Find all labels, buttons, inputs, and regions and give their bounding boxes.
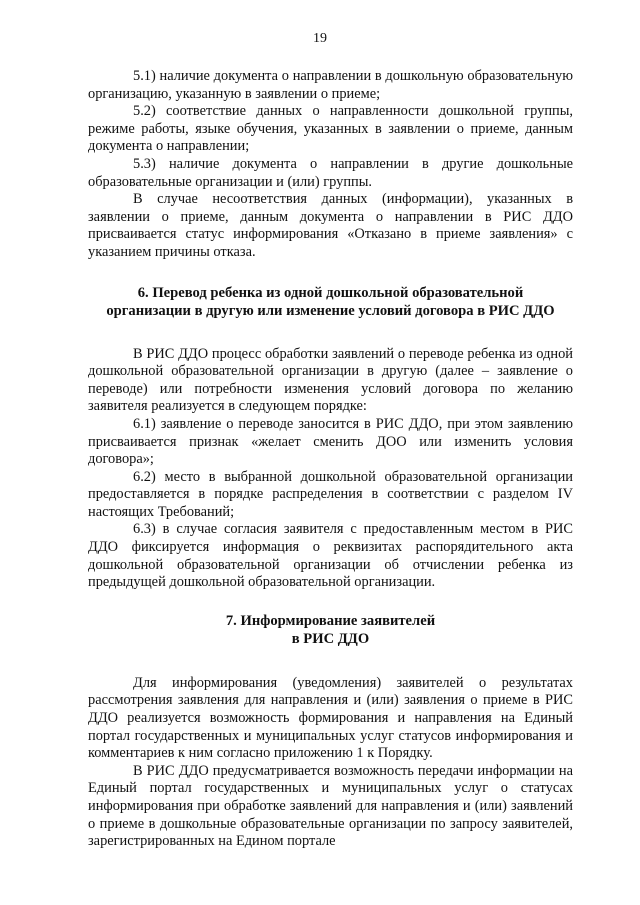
paragraph-6-2: 6.2) место в выбранной дошкольной образовательной организации предоставляется в порядке распределения в соответствии с разделом IV настоящих Требований;: [88, 468, 573, 520]
paragraph-6-1: 6.1) заявление о переводе заносится в РИС ДДО, при этом заявлению присваивается признак «желает сменить ДОО или изменить условия договора»;: [88, 415, 573, 468]
paragraph-5-3: 5.3) наличие документа о направлении в другие дошкольные образовательные организации и (или) группы.: [88, 155, 573, 190]
document-body: [88, 68, 573, 851]
paragraph-5-1: 5.1) наличие документа о направлении в дошкольную образовательную организацию, указанную в заявлении о приеме;: [88, 68, 573, 102]
section-6-heading-line-1: 6. Перевод ребенка из одной дошкольной образовательной: [137, 284, 524, 301]
paragraph-6-intro: В РИС ДДО процесс обработки заявлений о переводе ребенка из одной дошкольной образовательной организации в другую (далее – заявление о переводе) или потребности изменения условий договора по желанию заявителя реализуется в следующем порядке:: [88, 345, 573, 415]
section-6-heading-line-2: организации в другую или изменение условий договора в РИС ДДО: [106, 302, 555, 319]
section-6-heading: [88, 284, 573, 320]
paragraph-7-2: В РИС ДДО предусматривается возможность передачи информации на Единый портал государственных и муниципальных услуг о статусах информирования при обработке заявлений для направления и (или) заявлений о приеме в дошкольные образовательные организации по запросу заявителей, зарегистрированных на Едином портале: [88, 762, 573, 850]
section-7-heading: [88, 612, 573, 648]
paragraph-5-2: 5.2) соответствие данных о направленности дошкольной группы, режиме работы, языке обучения, указанных в заявлении о приеме, данным документа о направлении;: [88, 103, 573, 155]
section-7-heading-line-1: 7. Информирование заявителей: [225, 612, 436, 629]
page-number: 19: [313, 31, 327, 46]
paragraph-6-3: 6.3) в случае согласия заявителя с предоставленным местом в РИС ДДО фиксируется информация о реквизитах распорядительного акта дошкольной образовательной организации об отчислении ребенка из предыдущей дошкольной образовательной организации.: [88, 521, 573, 591]
paragraph-mismatch: В случае несоответствия данных (информации), указанных в заявлении о приеме, данным документа о направлении в РИС ДДО присваивается статус информирования «Отказано в приеме заявления» с указанием причины отказа.: [88, 191, 573, 260]
section-7-heading-line-2: в РИС ДДО: [291, 630, 370, 647]
paragraph-7-1: Для информирования (уведомления) заявителей о результатах рассмотрения заявления для направления и (или) заявления о приеме в РИС ДДО реализуется возможность формирования и направления на Единый портал государственных и муниципальных услуг статусов информирования и комментариев к ним согласно приложению 1 к Порядку.: [88, 674, 573, 762]
